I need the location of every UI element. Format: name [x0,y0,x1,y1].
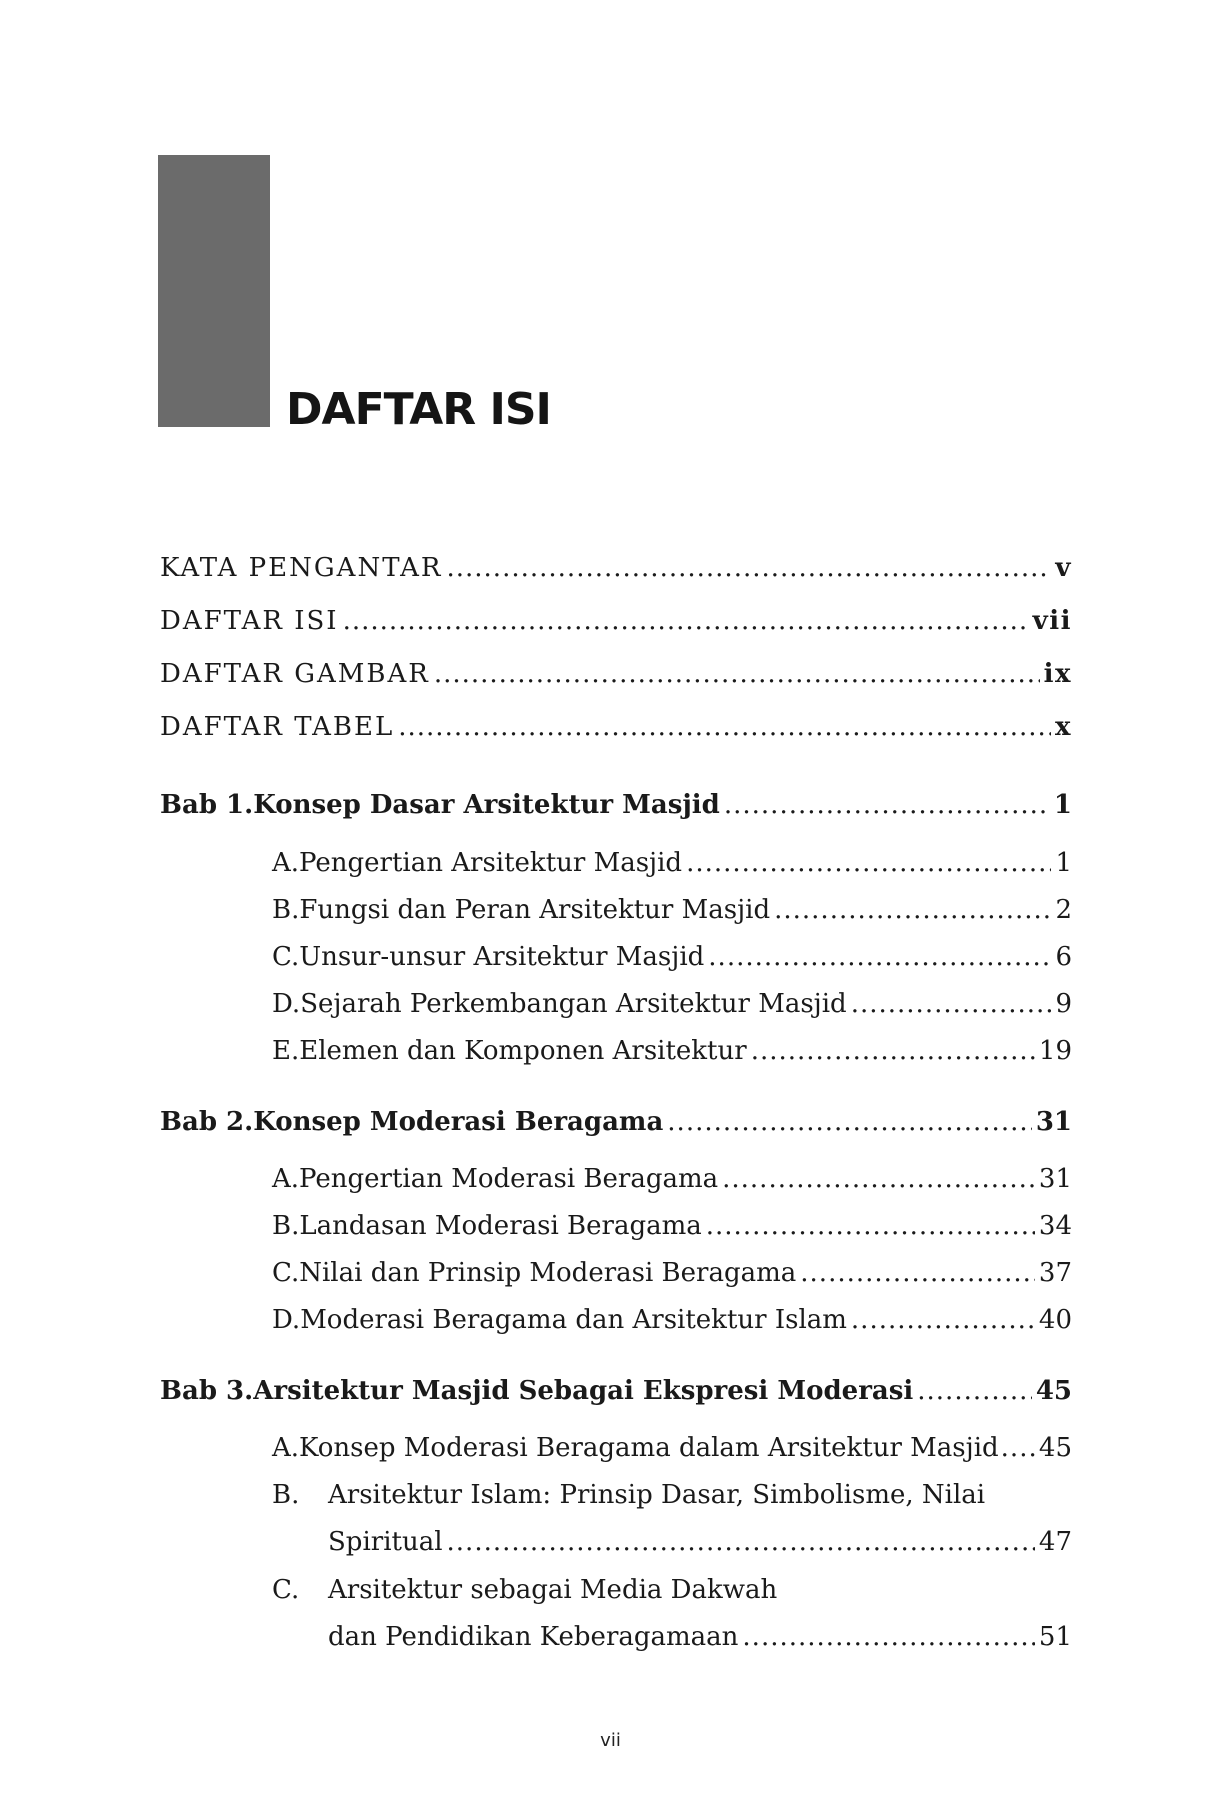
section-title: Arsitektur Islam: Prinsip Dasar, Simbolisme, Nilai [328,1480,986,1510]
dot-leader [851,1305,1035,1335]
toc-section-1c[interactable] [272,942,1072,978]
chapter-page: 31 [1035,1107,1072,1137]
section-title: Moderasi Beragama dan Arsitektur Islam [300,1305,847,1335]
chapter-title: Arsitektur Masjid Sebagai Ekspresi Moderasi [253,1376,914,1406]
toc-entry-label: KATA PENGANTAR [160,553,443,583]
toc-section-3b-line2[interactable] [328,1527,1072,1563]
chapter-number: Bab 2. [160,1107,254,1137]
toc-section-2c[interactable] [272,1258,1072,1294]
dot-leader [800,1258,1035,1288]
toc-entry-page: ix [1043,659,1072,689]
chapter-marker-bar [158,155,270,427]
section-letter: A. [272,1433,300,1463]
section-letter: B. [272,895,300,925]
toc-entry-daftar-tabel[interactable] [160,712,1072,748]
section-page: 47 [1038,1527,1072,1557]
dot-leader [722,1164,1035,1194]
section-page: 1 [1055,848,1072,878]
dot-leader [667,1107,1032,1137]
dot-leader [434,659,1040,689]
toc-entry-label: DAFTAR GAMBAR [160,659,430,689]
section-title: Unsur-unsur Arsitektur Masjid [299,942,705,972]
dot-leader [851,989,1052,1019]
toc-entry-daftar-isi[interactable] [160,606,1072,642]
section-title: Landasan Moderasi Beragama [299,1211,702,1241]
toc-section-1a[interactable] [272,848,1072,884]
toc-section-2b[interactable] [272,1211,1072,1247]
section-page: 6 [1055,942,1072,972]
section-title-continued: dan Pendidikan Keberagamaan [328,1622,739,1652]
toc-entry-page: vii [1032,606,1072,636]
section-page: 51 [1038,1622,1072,1652]
dot-leader [774,895,1051,925]
toc-entry-page: v [1055,553,1072,583]
toc-section-3a[interactable] [272,1433,1072,1469]
dot-leader [708,942,1051,972]
section-letter: C. [272,1575,300,1605]
chapter-title: Konsep Dasar Arsitektur Masjid [253,790,720,820]
toc-section-3c-line2[interactable] [328,1622,1072,1658]
section-page: 19 [1038,1036,1072,1066]
section-letter: B. [272,1480,300,1510]
section-title: Arsitektur sebagai Media Dakwah [328,1575,778,1605]
section-title: Pengertian Moderasi Beragama [299,1164,719,1194]
dot-leader [751,1036,1035,1066]
section-page: 40 [1038,1305,1072,1335]
section-title: Sejarah Perkembangan Arsitektur Masjid [300,989,847,1019]
chapter-title: Konsep Moderasi Beragama [253,1107,664,1137]
section-page: 2 [1055,895,1072,925]
section-letter: A. [272,1164,300,1194]
dot-leader [686,848,1051,878]
section-letter: A. [272,848,300,878]
toc-chapter-1[interactable] [160,790,1072,826]
section-letter: D. [272,989,301,1019]
dot-leader [446,553,1051,583]
chapter-number: Bab 3. [160,1376,254,1406]
section-title: Pengertian Arsitektur Masjid [299,848,683,878]
section-page: 9 [1055,989,1072,1019]
dot-leader [724,790,1050,820]
toc-section-2d[interactable] [272,1305,1072,1341]
page-title: DAFTAR ISI [286,384,551,435]
section-title: Elemen dan Komponen Arsitektur [299,1036,747,1066]
chapter-page: 1 [1053,790,1072,820]
chapter-number: Bab 1. [160,790,254,820]
dot-leader [398,712,1051,742]
section-page: 34 [1038,1211,1072,1241]
section-letter: C. [272,1258,300,1288]
dot-leader [917,1376,1032,1406]
dot-leader [1001,1433,1037,1463]
section-title: Konsep Moderasi Beragama dalam Arsitektur Masjid [299,1433,999,1463]
section-title: Fungsi dan Peran Arsitektur Masjid [299,895,771,925]
section-page: 37 [1038,1258,1072,1288]
toc-section-1e[interactable] [272,1036,1072,1072]
toc-chapter-3[interactable] [160,1376,1072,1412]
section-title: Nilai dan Prinsip Moderasi Beragama [299,1258,797,1288]
toc-section-1b[interactable] [272,895,1072,931]
chapter-page: 45 [1035,1376,1072,1406]
section-letter: C. [272,942,300,972]
dot-leader [706,1211,1035,1241]
dot-leader [742,1622,1034,1652]
section-letter: D. [272,1305,301,1335]
toc-entry-label: DAFTAR TABEL [160,712,395,742]
toc-section-2a[interactable] [272,1164,1072,1200]
section-letter: B. [272,1211,300,1241]
toc-section-1d[interactable] [272,989,1072,1025]
toc-section-3b-line1[interactable] [272,1480,985,1510]
page-number: vii [600,1730,621,1751]
section-page: 45 [1038,1433,1072,1463]
toc-entry-label: DAFTAR ISI [160,606,339,636]
toc-entry-page: x [1054,712,1072,742]
toc-chapter-2[interactable] [160,1107,1072,1143]
dot-leader [343,606,1029,636]
section-letter: E. [272,1036,300,1066]
section-title-continued: Spiritual [328,1527,443,1557]
dot-leader [447,1527,1035,1557]
section-page: 31 [1038,1164,1072,1194]
toc-entry-kata-pengantar[interactable] [160,553,1072,589]
toc-entry-daftar-gambar[interactable] [160,659,1072,695]
toc-section-3c-line1[interactable] [272,1575,777,1605]
